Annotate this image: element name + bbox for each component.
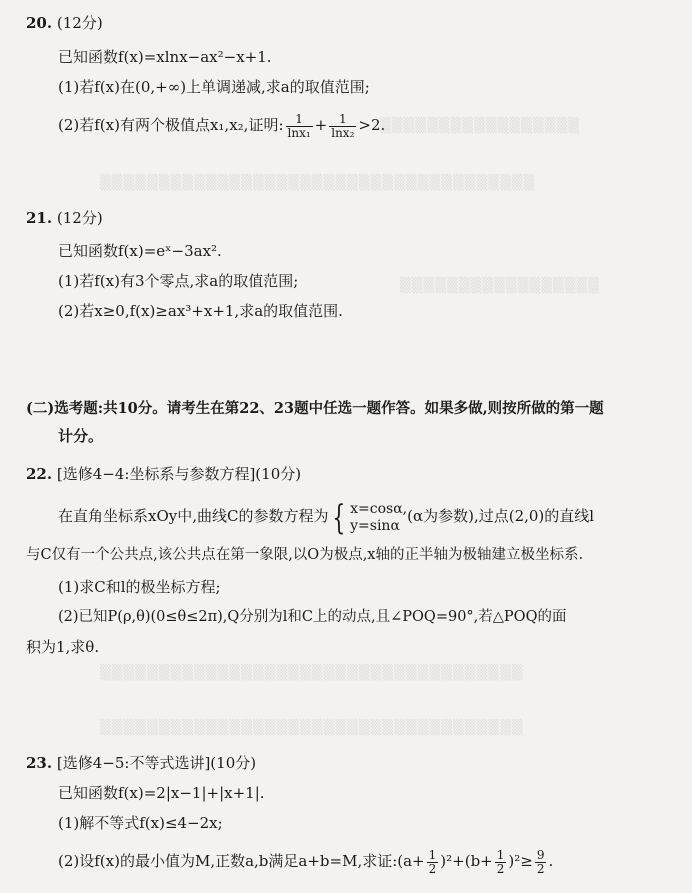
fraction-numerator: 1 xyxy=(496,847,505,862)
question-20-given: 已知函数f(x)=xlnx−ax²−x+1. xyxy=(58,48,272,66)
fraction-denominator: 2 xyxy=(496,861,505,876)
bleed-through-text: ▒▒▒▒▒▒▒▒▒▒▒▒▒▒▒▒▒▒▒▒▒▒▒▒▒▒▒▒▒▒▒▒▒▒▒▒ xyxy=(100,665,524,681)
bleed-through-text: ▒▒▒▒▒▒▒▒▒▒▒▒▒▒▒▒▒ xyxy=(380,118,581,134)
question-20-header xyxy=(26,12,103,34)
question-23-part-1: (1)解不等式f(x)≤4−2x; xyxy=(58,814,223,832)
part-2-text: (2)设f(x)的最小值为M,正数a,b满足a+b=M,求证:(a+ xyxy=(58,852,425,870)
question-number: 22. xyxy=(26,465,53,483)
fraction-numerator: 1 xyxy=(428,847,437,862)
part-2-text: (2)若f(x)有两个极值点x₁,x₂,证明: xyxy=(58,116,284,134)
bleed-through-text: ▒▒▒▒▒▒▒▒▒▒▒▒▒▒▒▒▒▒▒▒▒▒▒▒▒▒▒▒▒▒▒▒▒▒▒▒ xyxy=(100,720,524,736)
question-23-part-2 xyxy=(58,844,553,878)
question-23-header xyxy=(26,752,256,774)
question-number: 21. xyxy=(26,209,53,227)
expression-mid: )²+(b+ xyxy=(440,852,493,870)
section-instructions: (二)选考题:共10分。请考生在第22、23题中任选一题作答。如果多做,则按所做的第一题 xyxy=(26,400,604,417)
equation-x: x=cosα, xyxy=(350,501,408,517)
equation-y: y=sinα xyxy=(350,518,400,534)
fraction xyxy=(427,849,439,876)
parametric-system xyxy=(328,495,407,539)
question-22-intro xyxy=(58,494,594,538)
question-21-given: 已知函数f(x)=eˣ−3ax². xyxy=(58,242,222,260)
fraction-numerator: 1 xyxy=(329,113,356,127)
question-22-header xyxy=(26,463,301,485)
fraction xyxy=(495,849,507,876)
inequality-tail: >2. xyxy=(358,116,386,134)
question-number: 20. xyxy=(26,14,53,32)
expression-mid: )²≥ xyxy=(508,852,533,870)
question-22-part-2: (2)已知P(ρ,θ)(0≤θ≤2π),Q分别为l和C上的动点,且∠POQ=90°,若△POQ的面 xyxy=(58,609,567,625)
fraction xyxy=(286,113,313,140)
question-22-setup: 与C仅有一个公共点,该公共点在第一象限,以O为极点,x轴的正半轴为极轴建立极坐标系. xyxy=(26,547,584,563)
question-20-part-1: (1)若f(x)在(0,+∞)上单调递减,求a的取值范围; xyxy=(58,78,370,96)
question-score: (12分) xyxy=(56,209,103,227)
fraction xyxy=(535,849,547,876)
question-elective-title: [选修4−5:不等式选讲](10分) xyxy=(56,754,257,772)
question-22-part-1: (1)求C和l的极坐标方程; xyxy=(58,578,221,596)
fraction-denominator: 2 xyxy=(536,861,545,876)
question-elective-title: [选修4−4:坐标系与参数方程](10分) xyxy=(56,465,302,483)
section-instructions-cont: 计分。 xyxy=(58,427,104,445)
question-21-header xyxy=(26,207,103,229)
fraction-denominator: 2 xyxy=(428,861,437,876)
fraction-numerator: 9 xyxy=(536,847,545,862)
fraction-denominator: lnx₁ xyxy=(287,125,311,140)
question-number: 23. xyxy=(26,754,53,772)
fraction-numerator: 1 xyxy=(286,113,313,127)
fraction xyxy=(329,113,356,140)
expression-end: . xyxy=(548,852,554,870)
question-score: (12分) xyxy=(56,14,103,32)
question-21-part-1: (1)若f(x)有3个零点,求a的取值范围; xyxy=(58,272,299,290)
intro-text: 在直角坐标系xOy中,曲线C的参数方程为 xyxy=(58,507,329,525)
left-brace: { xyxy=(332,498,346,538)
bleed-through-text: ▒▒▒▒▒▒▒▒▒▒▒▒▒▒▒▒▒▒▒▒▒▒▒▒▒▒▒▒▒▒▒▒▒▒▒▒▒ xyxy=(100,175,536,191)
question-23-given: 已知函数f(x)=2|x−1|+|x+1|. xyxy=(58,784,265,802)
question-20-part-2 xyxy=(58,108,385,142)
question-22-part-2-cont: 积为1,求θ. xyxy=(26,638,100,656)
bleed-through-text: ▒▒▒▒▒▒▒▒▒▒▒▒▒▒▒▒▒ xyxy=(400,278,601,294)
fraction-denominator: lnx₂ xyxy=(331,125,355,140)
question-21-part-2: (2)若x≥0,f(x)≥ax³+x+1,求a的取值范围. xyxy=(58,302,343,320)
plus-sign: + xyxy=(314,116,328,134)
equation-system xyxy=(350,501,407,535)
intro-text-cont: (α为参数),过点(2,0)的直线l xyxy=(407,507,595,525)
